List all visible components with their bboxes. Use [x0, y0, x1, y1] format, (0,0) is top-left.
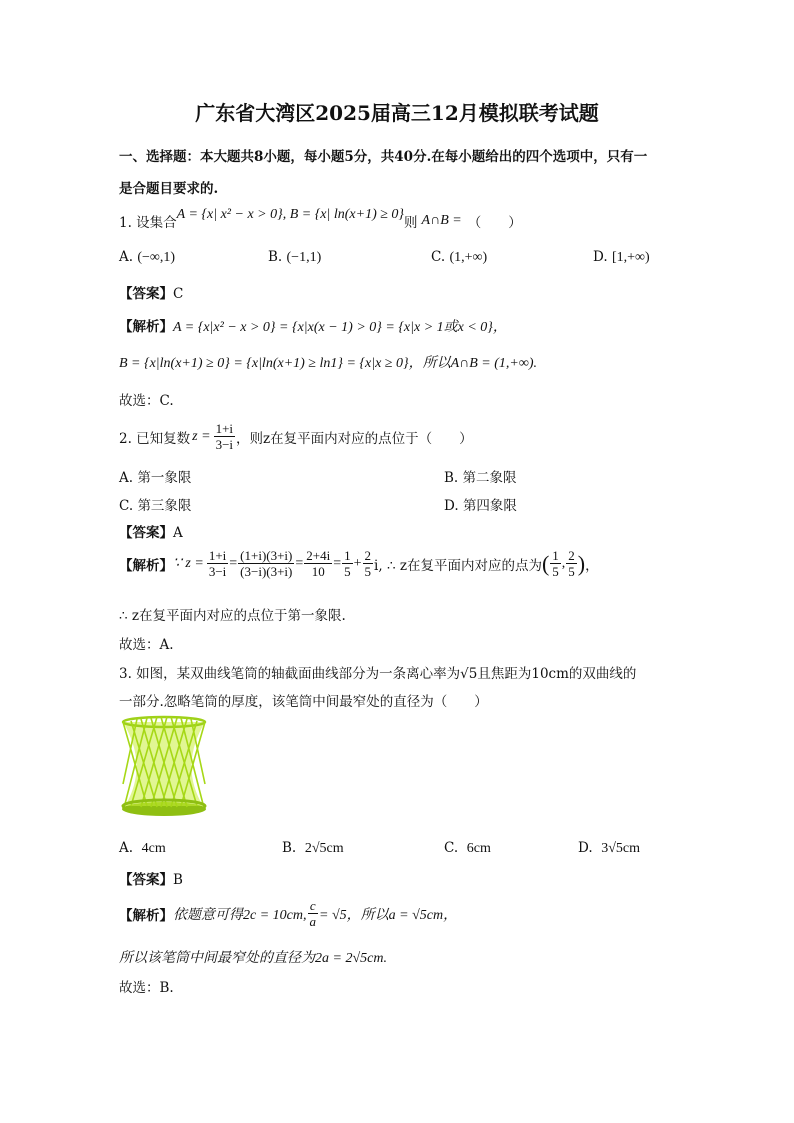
page-title: 广东省大湾区2025届高三12月模拟联考试题 — [195, 101, 599, 125]
section-heading-line1: 一、选择题：本大题共8小题，每小题5分，共40分.在每小题给出的四个选项中，只有一 — [119, 149, 648, 165]
q1-analysis-line2: B = {x|ln(x+1) ≥ 0} = {x|ln(x+1) ≥ ln1} = {x|x ≥ 0}，所以A∩B = (1,+∞). — [119, 356, 537, 371]
q3-stem-line1: 3. 如图，某双曲线笔筒的轴截面曲线部分为一条离心率为√5且焦距为10cm的双曲线的 — [119, 666, 637, 682]
q2-choose: 故选：A. — [119, 637, 174, 653]
q2-option-d: D. 第四象限 — [444, 498, 517, 514]
hyperbolic-pen-holder-icon — [117, 714, 211, 818]
q3-option-c: C. 6cm — [444, 840, 491, 856]
q2-stem — [119, 421, 473, 452]
q3-analysis-line1: 【解析】 依题意可得2c = 10cm, $\frac{c}{a}$ = √5，所以a = √5cm， — [119, 898, 458, 929]
q2-prefix: 2. 已知复数 — [119, 430, 191, 447]
q2-conclusion: ∴ z在复平面内对应的点位于第一象限. — [119, 608, 346, 624]
q1-option-b: B. (−1,1) — [268, 249, 322, 265]
q2-option-c: C. 第三象限 — [119, 498, 192, 514]
q2-analysis: 【解析】 ∵ z = $\frac{1+i}{3-i}$ = $\frac{(1+i)(3+i)}{(3-i)(3+i)}$ = $\frac{2+4i}{10}$ = $\frac{1}{5}$ + $\frac{2}{5}$ i, ∴ z在复平面内对应的点为 ( $\frac{1}{5}$ , $\frac{2}{5}$ ) ， — [119, 548, 599, 579]
q1-analysis-line1: 【解析】A = {x|x² − x > 0} = {x|x(x − 1) > 0} = {x|x > 1或x < 0}， — [119, 319, 507, 335]
q2-option-a: A. 第一象限 — [119, 470, 192, 486]
q2-z: z = — [192, 428, 211, 444]
q3-option-a: A. 4cm — [119, 840, 166, 856]
q1-set-b: , B = {x| ln(x+1) ≥ 0} — [282, 207, 405, 222]
q1-choose: 故选：C. — [119, 393, 174, 409]
q1-prefix: 1. 设集合 — [119, 215, 177, 231]
q1-option-c: C. (1,+∞) — [431, 249, 488, 265]
q1-option-d: D. [1,+∞) — [593, 249, 650, 265]
q2-frac-2: $\frac{(1+i)(3+i)}{(3-i)(3+i)}$ — [240, 548, 293, 579]
q2-point-y: $\frac{2}{5}$ — [568, 548, 575, 579]
q1-answer: 【答案】C — [119, 286, 184, 302]
q1-then: 则 — [404, 215, 418, 231]
q1-option-a: A. (−∞,1) — [119, 249, 176, 265]
q3-option-b: B. 2√5cm — [282, 840, 344, 856]
q1-set-a: A = {x| x² − x > 0} — [176, 207, 283, 222]
q1-paren: （ ） — [467, 215, 522, 231]
q3-answer: 【答案】B — [119, 872, 183, 888]
q3-ratio: $\frac{c}{a}$ — [309, 898, 316, 929]
q2-frac-4: $\frac{1}{5}$ — [344, 548, 351, 579]
q1-stem — [119, 207, 522, 231]
q3-option-d: D. 3√5cm — [578, 840, 641, 856]
q2-fraction: $\frac{1+i}{3-i}$ — [215, 421, 234, 452]
q3-stem-line2: 一部分.忽略笔筒的厚度，该笔筒中间最窄处的直径为（ ） — [119, 694, 488, 710]
q2-frac-5: $\frac{2}{5}$ — [364, 548, 372, 579]
q2-option-b: B. 第二象限 — [444, 470, 517, 486]
q2-point-x: $\frac{1}{5}$ — [552, 548, 559, 579]
q3-choose: 故选：B. — [119, 980, 174, 996]
q2-answer: 【答案】A — [119, 525, 183, 541]
q2-frac-1: $\frac{1+i}{3-i}$ — [208, 548, 227, 579]
q3-diameter: 所以该笔筒中间最窄处的直径为2a = 2√5cm. — [119, 951, 387, 966]
q1-ask: A∩B = — [421, 213, 462, 228]
q2-frac-3: $\frac{2+4i}{10}$ — [306, 548, 331, 579]
section-heading-line2: 是合题目要求的. — [119, 181, 219, 197]
q2-suffix: ，则z在复平面内对应的点位于（ ） — [236, 430, 473, 447]
